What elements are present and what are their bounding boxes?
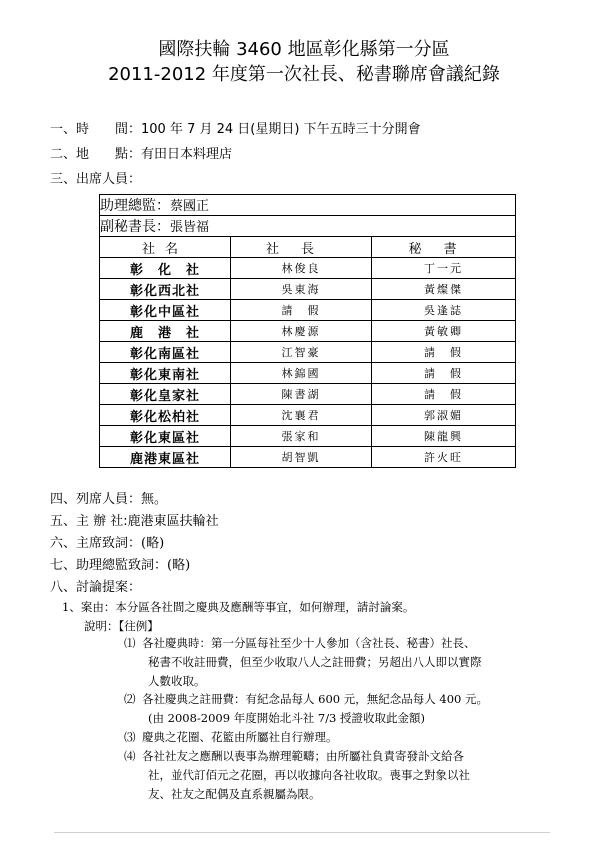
chair-speech-line: 六、主席致詞：(略) — [50, 536, 165, 551]
president-name: 陳書湖 — [231, 384, 372, 405]
club-name: 彰化東區社 — [100, 426, 231, 447]
attendees-heading: 三、出席人員： — [50, 172, 142, 187]
item-text-line: (由 2008-2009 年度開始北斗社 7/3 授證收取此金額) — [148, 711, 426, 725]
table-row — [100, 384, 516, 405]
time-value: 100 年 7 月 24 日(星期日) 下午五時三十分開會 — [141, 122, 421, 137]
vice-secretary-row — [100, 216, 516, 237]
president-name: 吳東海 — [231, 279, 372, 300]
club-name: 彰化中區社 — [100, 300, 231, 321]
footer-divider — [54, 832, 550, 833]
col-club-header: 社名 — [100, 237, 231, 258]
item-number: ⑵ — [124, 692, 136, 706]
place-value: 有田日本料理店 — [141, 147, 233, 162]
club-name: 彰化東南社 — [100, 363, 231, 384]
club-name: 鹿 港 社 — [100, 321, 231, 342]
secretary-name: 黃燦傑 — [372, 279, 516, 300]
secretary-name: 請 假 — [372, 342, 516, 363]
time-label: 一、時 間： — [50, 122, 142, 137]
club-name: 彰 化 社 — [100, 258, 231, 279]
discussion-heading: 八、討論提案： — [50, 580, 142, 595]
club-name: 彰化松柏社 — [100, 405, 231, 426]
table-row — [100, 342, 516, 363]
meeting-place — [50, 146, 232, 164]
item-text-line: 秘書不收註冊費，但至少收取八人之註冊費；另超出八人即以實際 — [148, 655, 482, 669]
table-row — [100, 300, 516, 321]
observers-line: 四、列席人員：無。 — [50, 492, 168, 507]
secretary-name: 丁一元 — [372, 258, 516, 279]
president-name: 江智豪 — [231, 342, 372, 363]
table-header-row — [100, 237, 516, 258]
item-text-line: 各社慶典之註冊費：有紀念品每人 600 元，無紀念品每人 400 元。 — [142, 692, 489, 706]
vice-secretary-label: 副秘書長： — [100, 219, 170, 235]
document-subtitle: 2011-2012 年度第一次社長、秘書聯席會議紀錄 — [108, 64, 500, 85]
table-row — [100, 426, 516, 447]
governor-label: 助理總監： — [100, 198, 170, 214]
president-name: 林慶源 — [231, 321, 372, 342]
president-name: 請 假 — [231, 300, 372, 321]
president-name: 林俊良 — [231, 258, 372, 279]
item-text-line: 友、社友之配偶及直系親屬為限。 — [148, 787, 321, 801]
item-number: ⑶ — [124, 730, 136, 744]
meeting-time — [50, 121, 421, 139]
item-text-line: 各社社友之應酬以喪事為辦理範疇；由所屬社負責寄發訃文給各 — [142, 749, 464, 763]
item-number: ⑴ — [124, 636, 136, 650]
governor-speech-note: (略) — [167, 558, 191, 573]
table-row — [100, 258, 516, 279]
governor-row — [100, 195, 516, 216]
item-text-line: 各社慶典時：第一分區每社至少十人參加（含社長、秘書）社長、 — [142, 636, 476, 650]
club-name: 鹿港東區社 — [100, 447, 231, 468]
col-president-header: 社長 — [231, 237, 372, 258]
host-club-line: 五、主 辦 社:鹿港東區扶輪社 — [50, 514, 219, 529]
item-text-line: 慶典之花圈、花籃由所屬社自行辦理。 — [142, 730, 338, 744]
place-label: 二、地 點： — [50, 147, 142, 162]
secretary-name: 許火旺 — [372, 447, 516, 468]
table-row — [100, 279, 516, 300]
col-secretary-header: 秘書 — [372, 237, 516, 258]
item-number: ⑷ — [124, 749, 136, 763]
club-name: 彰化南區社 — [100, 342, 231, 363]
secretary-name: 郭淑媚 — [372, 405, 516, 426]
attendance-table — [99, 194, 516, 468]
proposal-case: 1、案由：本分區各社間之慶典及應酬等事宜，如何辦理，請討論案。 — [62, 600, 415, 614]
item-text-line: 社，並代訂佰元之花圈，再以收據向各社收取。喪事之對象以社 — [148, 768, 470, 782]
vice-secretary-name: 張皆福 — [170, 220, 210, 235]
president-name: 胡智凱 — [231, 447, 372, 468]
proposal-explanation: 說明：【往例】 — [84, 619, 159, 633]
table-row — [100, 447, 516, 468]
item-text-line: 人數收取。 — [148, 674, 206, 688]
governor-speech-line: 七、助理總監致詞：(略) — [50, 558, 191, 573]
document-title: 國際扶輪 3460 地區彰化縣第一分區 — [158, 39, 450, 60]
president-name: 沈襄君 — [231, 405, 372, 426]
club-name: 彰化西北社 — [100, 279, 231, 300]
secretary-name: 陳龍興 — [372, 426, 516, 447]
secretary-name: 請 假 — [372, 363, 516, 384]
president-name: 張家和 — [231, 426, 372, 447]
club-name: 彰化皇家社 — [100, 384, 231, 405]
chair-speech-note: (略) — [141, 536, 165, 551]
table-row — [100, 363, 516, 384]
secretary-name: 吳逢誌 — [372, 300, 516, 321]
secretary-name: 請 假 — [372, 384, 516, 405]
table-row — [100, 405, 516, 426]
secretary-name: 黃敏卿 — [372, 321, 516, 342]
governor-name: 蔡國正 — [170, 199, 210, 214]
president-name: 林錦國 — [231, 363, 372, 384]
table-row — [100, 321, 516, 342]
